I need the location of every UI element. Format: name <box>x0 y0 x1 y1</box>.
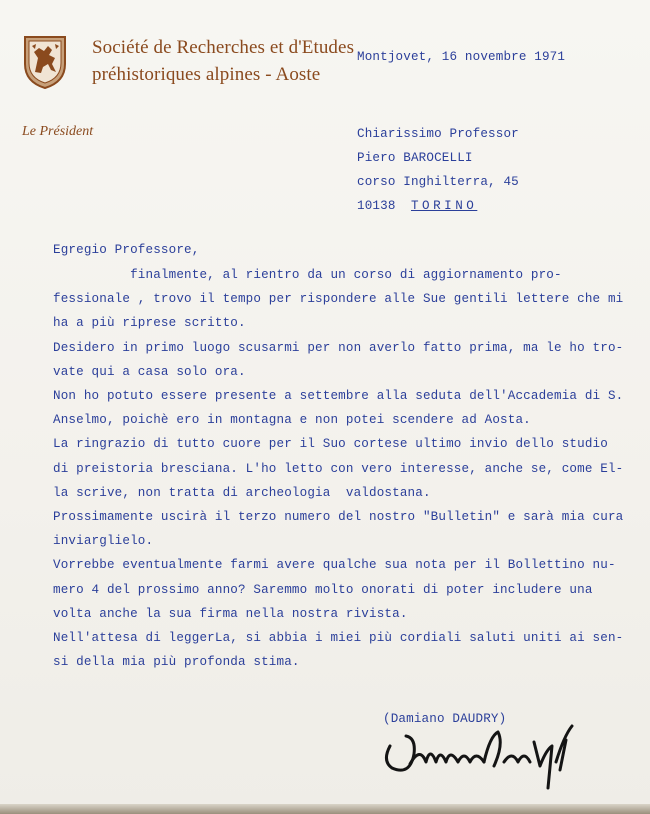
body-line: La ringrazio di tutto cuore per il Suo cortese ultimo invio dello studio <box>53 437 608 452</box>
recipient-street: corso Inghilterra, 45 <box>357 175 519 189</box>
heraldic-lion-crest-icon <box>22 34 68 90</box>
body-line: Prossimamente uscirà il terzo numero del nostro "Bulletin" e sarà mia cura <box>53 510 624 524</box>
salutation: Egregio Professore, <box>53 243 200 257</box>
body-line: inviarglielo. <box>53 534 154 549</box>
society-line-2: préhistoriques alpines - Aoste <box>92 64 321 85</box>
body-line: Non ho potuto essere presente a settembre alla seduta dell'Accademia di S. <box>53 389 624 403</box>
body-line: Anselmo, poichè ero in montagna e non potei scendere ad Aosta. <box>53 413 531 428</box>
body-line: di preistoria bresciana. L'ho letto con vero interesse, anche se, come El- <box>53 461 624 476</box>
body-line: mero 4 del prossimo anno? Saremmo molto onorati di poter includere una <box>53 582 593 597</box>
body-line: Nell'attesa di leggerLa, si abbia i miei più cordiali saluti uniti ai sen- <box>53 631 624 645</box>
handwritten-signature <box>380 706 600 796</box>
signature-name: (Damiano DAUDRY) <box>383 712 507 726</box>
recipient-postcode: 10138 <box>357 199 396 213</box>
body-line: ha a più riprese scritto. <box>53 316 246 331</box>
body-line: finalmente, al rientro da un corso di aggiornamento pro- <box>53 268 562 282</box>
recipient-name: Piero BAROCELLI <box>357 151 473 165</box>
frame-edge <box>0 804 650 814</box>
recipient-title: Chiarissimo Professor <box>357 127 519 141</box>
letter-date: Montjovet, 16 novembre 1971 <box>357 50 566 64</box>
body-line: si della mia più profonda stima. <box>53 655 300 670</box>
body-line: volta anche la sua firma nella nostra rivista. <box>53 606 408 621</box>
recipient-city-line <box>357 194 477 218</box>
society-name <box>92 34 354 88</box>
body-line: Vorrebbe eventualmente farmi avere qualche sua nota per il Bollettino nu- <box>53 558 616 573</box>
president-title: Le Président <box>22 124 94 139</box>
body-line: vate qui a casa solo ora. <box>53 364 246 379</box>
recipient-city: TORINO <box>410 199 478 213</box>
body-line: Desidero in primo luogo scusarmi per non averlo fatto prima, ma le ho tro- <box>53 340 624 355</box>
society-line-1: Société de Recherches et d'Etudes <box>92 37 355 58</box>
body-line: fessionale , trovo il tempo per rispondere alle Sue gentili lettere che mi <box>53 292 624 307</box>
body-line: la scrive, non tratta di archeologia valdostana. <box>53 485 431 500</box>
